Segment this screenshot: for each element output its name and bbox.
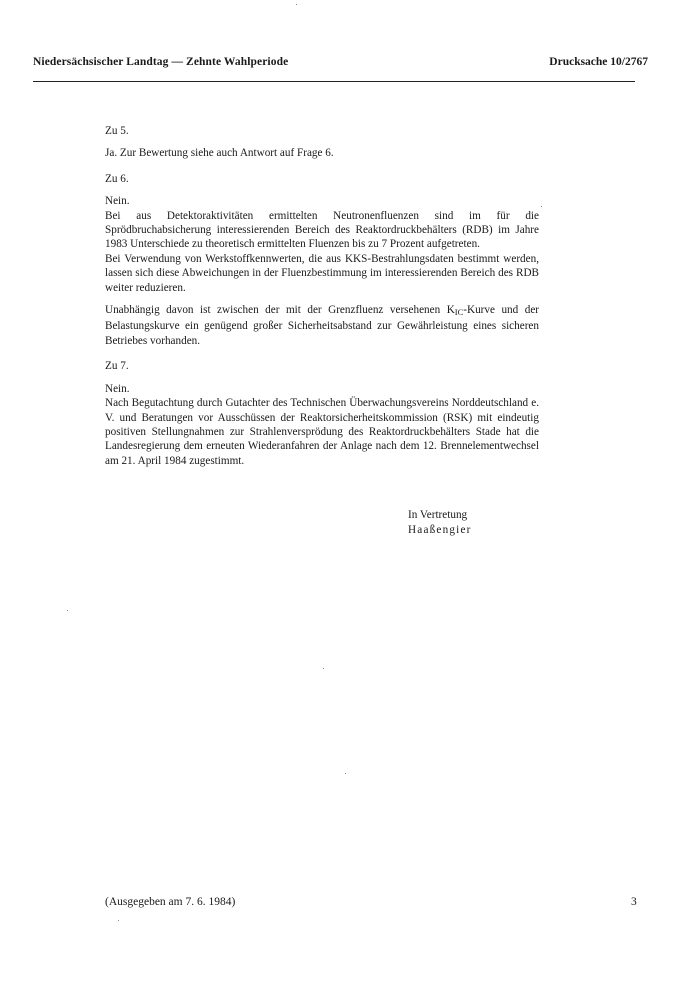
section-6-paragraph-2: Bei Verwendung von Werkstoffkennwerten, die aus KKS-Bestrahlungsdaten bestimmt werden, lassen sich diese Abweichungen in der Fluenzbestimmung im interessierenden Bereich des RDB weiter reduzieren. [105, 252, 539, 294]
scan-speck [67, 610, 68, 611]
section-6-answer: Nein. [105, 195, 130, 208]
page-header [0, 0, 700, 100]
section-6-paragraph-1: Bei aus Detektoraktivitäten ermittelten Neutronenfluenzen sind im für die Sprödbruchabsicherung interessierenden Bereich des Reaktordruckbehälters (RDB) im Jahre 1983 Unterschiede zu theoretisch ermittelten Fluenzen bis zu 7 Prozent aufgetreten. [105, 209, 539, 251]
parliament-title: Niedersächsischer Landtag — Zehnte Wahlperiode [33, 56, 289, 68]
section-5-heading: Zu 5. [105, 125, 129, 137]
scan-speck [323, 668, 324, 669]
scan-speck [118, 920, 119, 921]
header-rule [33, 81, 635, 82]
scan-speck [345, 773, 346, 774]
section-5-text: Ja. Zur Bewertung siehe auch Antwort auf Frage 6. [105, 147, 334, 160]
document-body [105, 124, 539, 468]
section-6-paragraph-3 [105, 303, 539, 348]
paragraph-3-start: Unabhängig davon ist zwischen der mit der Grenzfluenz versehenen K [105, 304, 455, 317]
page-number: 3 [631, 896, 637, 908]
section-7-paragraph-1: Nach Begutachtung durch Gutachter des Technischen Überwachungsvereins Norddeutschland e. V. und Beratungen vor Ausschüssen der Reaktorsicherheitskommission (RSK) mit eindeutig positiven Stellungnahmen zur Strahlenversprödung des Reaktordruckbehälters Stade hat die Landesregierung dem erneuten Wiederanfahren der Anlage nach dem 12. Brennelementwechsel am 21. April 1984 zugestimmt. [105, 397, 539, 467]
signature-role: In Vertretung [408, 509, 468, 521]
document-number: Drucksache 10/2767 [549, 56, 648, 68]
paragraph-3-end: -Kurve und der Belastungskurve ein genügend großer Sicherheitsabstand zur Gewährleistung eines sicheren Betriebes vorhanden. [105, 304, 540, 347]
kic-subscript: IC [454, 307, 464, 318]
section-6-heading: Zu 6. [105, 172, 129, 185]
scan-speck [541, 206, 542, 207]
signature-block [408, 508, 472, 538]
issue-date: (Ausgegeben am 7. 6. 1984) [105, 896, 236, 908]
section-7-answer: Nein. [105, 382, 130, 395]
section-7-heading: Zu 7. [105, 360, 129, 373]
signature-name: Haaßengier [408, 524, 472, 536]
scan-speck [296, 4, 297, 5]
